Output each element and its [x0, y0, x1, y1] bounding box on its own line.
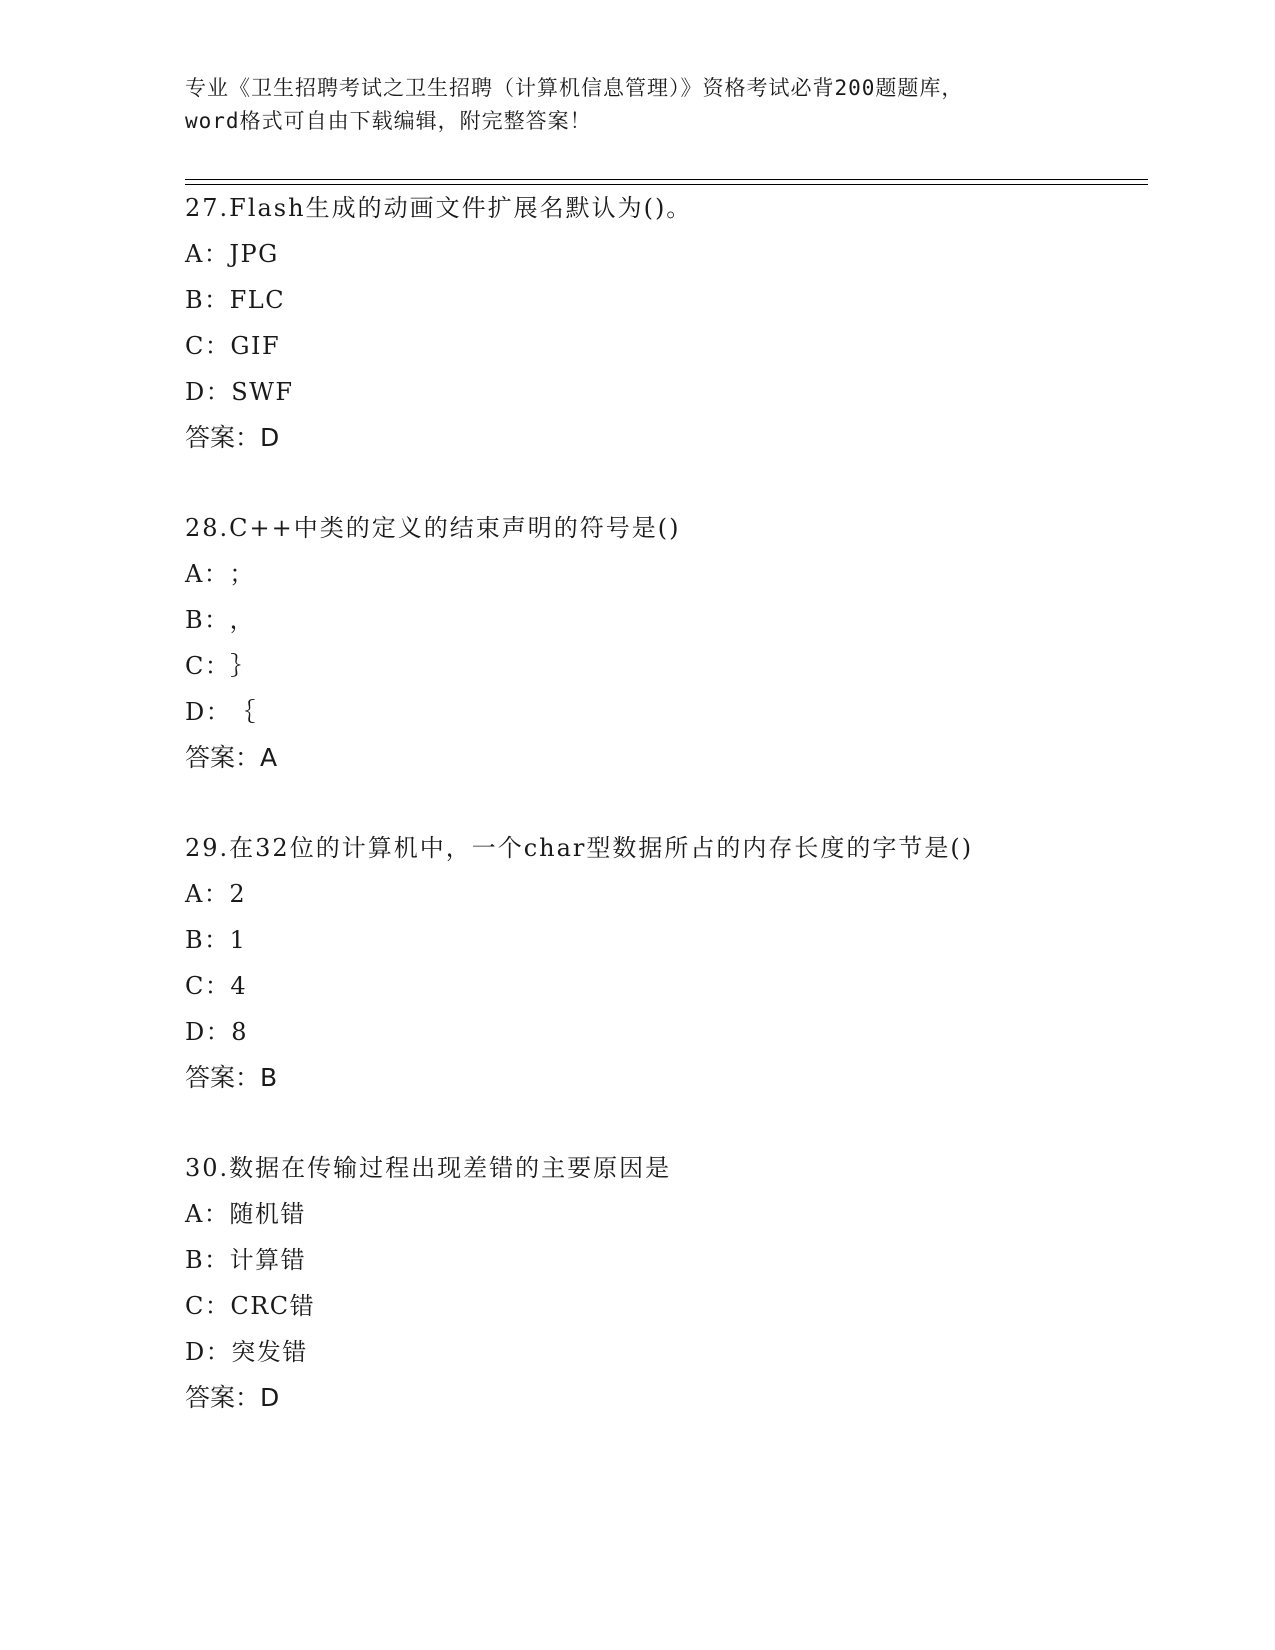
option-value: 随机错: [229, 1200, 306, 1228]
option-label: D：: [185, 698, 232, 726]
option-value: ｛: [231, 698, 257, 726]
question-text: 30.数据在传输过程出现差错的主要原因是: [185, 1154, 672, 1182]
header-line-2: word格式可自由下载编辑，附完整答案！: [185, 109, 592, 133]
option-c: [185, 963, 1135, 1009]
document-header: [185, 72, 1085, 138]
option-value: 突发错: [231, 1338, 308, 1366]
question-text: 27.Flash生成的动画文件扩展名默认为()。: [185, 194, 693, 222]
option-a: [185, 1191, 1135, 1237]
option-value: GIF: [230, 332, 281, 360]
header-divider-top: [185, 179, 1148, 180]
option-a: [185, 231, 1135, 277]
option-a: [185, 871, 1135, 917]
option-label: A：: [185, 560, 230, 588]
option-value: 4: [230, 972, 248, 1000]
question-29: [185, 825, 1135, 1101]
option-label: D：: [185, 1338, 232, 1366]
option-label: B：: [185, 1246, 230, 1274]
option-c: [185, 643, 1135, 689]
answer-text: 答案：D: [185, 1383, 280, 1412]
option-value: 2: [229, 880, 247, 908]
answer-text: 答案：A: [185, 743, 278, 772]
option-value: 1: [229, 926, 247, 954]
option-c: [185, 323, 1135, 369]
option-b: [185, 1237, 1135, 1283]
option-label: A：: [185, 880, 230, 908]
option-b: [185, 277, 1135, 323]
option-value: ，: [229, 606, 256, 634]
option-d: [185, 689, 1135, 735]
option-value: SWF: [231, 378, 294, 406]
option-label: C：: [185, 332, 231, 360]
option-label: C：: [185, 1292, 231, 1320]
option-b: [185, 917, 1135, 963]
question-27: [185, 185, 1135, 461]
question-30: [185, 1145, 1135, 1421]
option-label: B：: [185, 926, 230, 954]
option-value: JPG: [229, 240, 279, 268]
option-c: [185, 1283, 1135, 1329]
answer-text: 答案：D: [185, 423, 280, 452]
option-label: A：: [185, 240, 230, 268]
option-a: [185, 551, 1135, 597]
option-value: FLC: [229, 286, 286, 314]
option-value: 计算错: [229, 1246, 307, 1274]
answer-text: 答案：B: [185, 1063, 278, 1092]
question-28: [185, 505, 1135, 781]
option-d: [185, 1329, 1135, 1375]
option-value: 8: [231, 1018, 249, 1046]
header-line-1: 专业《卫生招聘考试之卫生招聘（计算机信息管理）》资格考试必背200题题库，: [185, 76, 964, 100]
option-label: D：: [185, 1018, 232, 1046]
option-label: A：: [185, 1200, 230, 1228]
option-value: CRC错: [230, 1292, 316, 1320]
option-label: D：: [185, 378, 232, 406]
option-b: [185, 597, 1135, 643]
option-value: ；: [229, 560, 255, 588]
question-text: 28.C++中类的定义的结束声明的符号是(): [185, 514, 681, 542]
question-text: 29.在32位的计算机中，一个char型数据所占的内存长度的字节是(): [185, 834, 974, 862]
option-label: B：: [185, 606, 230, 634]
option-d: [185, 369, 1135, 415]
option-label: B：: [185, 286, 230, 314]
option-label: C：: [185, 652, 231, 680]
option-d: [185, 1009, 1135, 1055]
option-label: C：: [185, 972, 231, 1000]
option-value: ｝: [230, 652, 256, 680]
